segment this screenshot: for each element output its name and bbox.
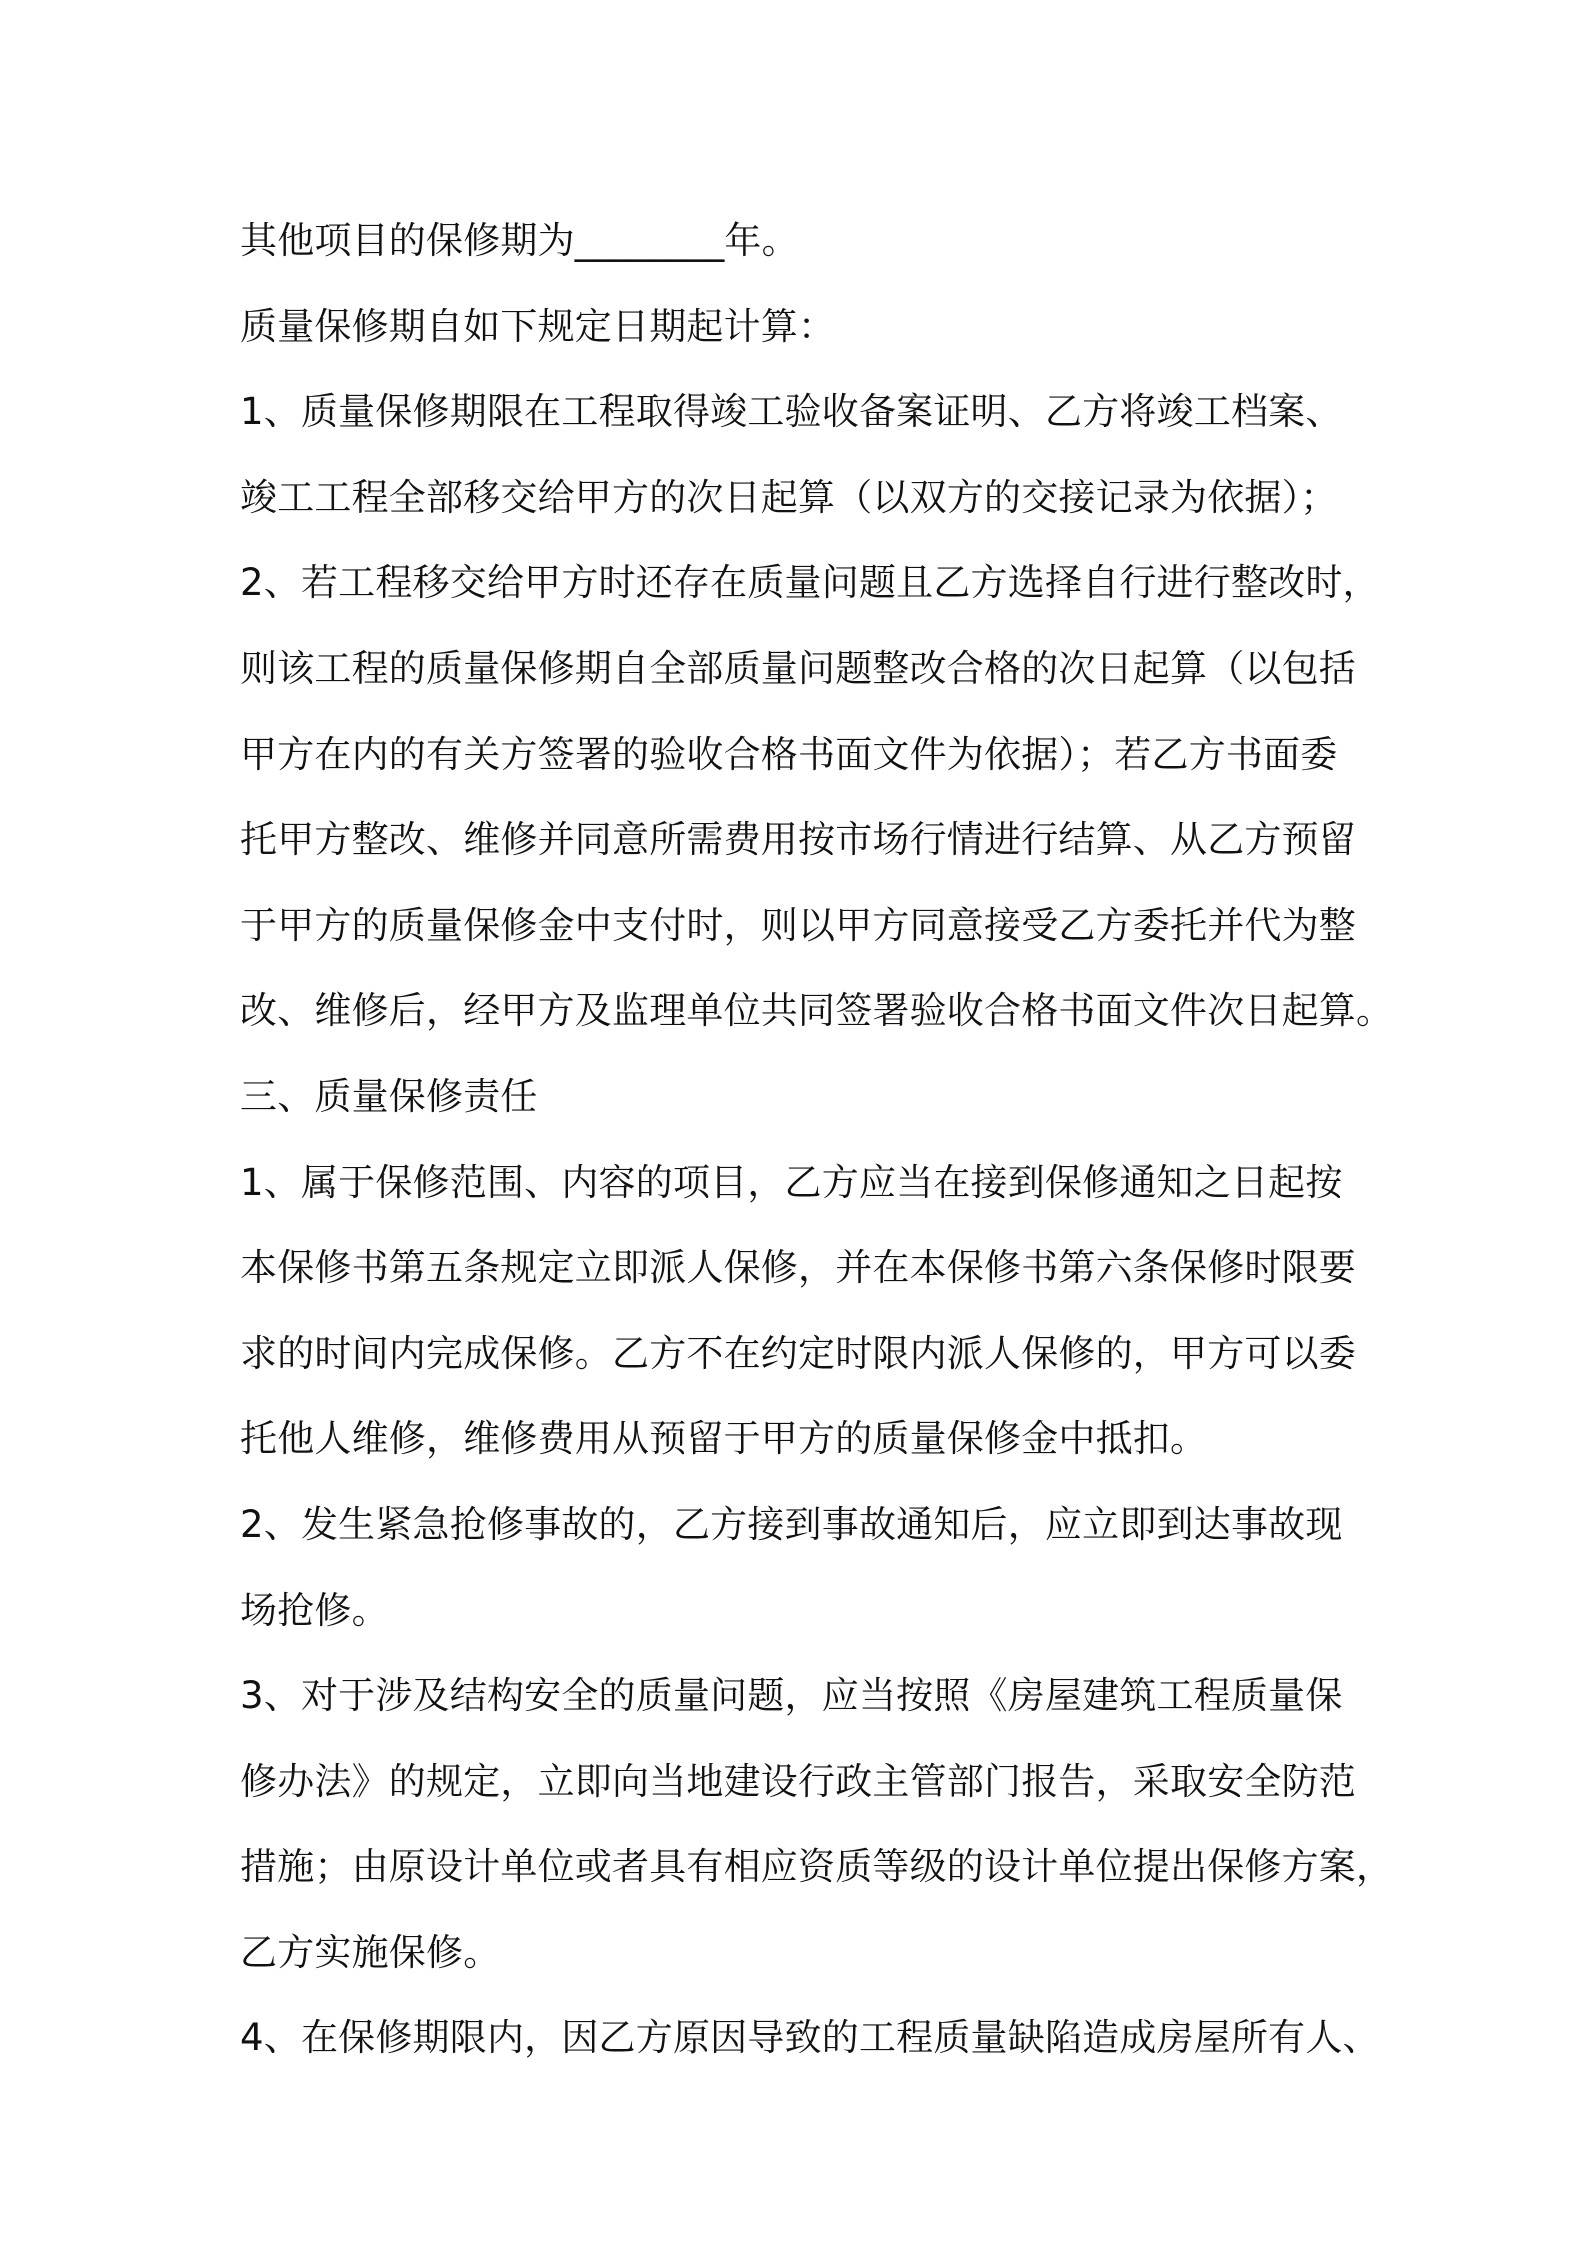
- text-line: 甲方在内的有关方签署的验收合格书面文件为依据）；若乙方书面委: [240, 732, 1338, 776]
- text-line: 1、属于保修范围、内容的项目，乙方应当在接到保修通知之日起按: [240, 1160, 1343, 1204]
- text-line: 本保修书第五条规定立即派人保修，并在本保修书第六条保修时限要: [240, 1246, 1356, 1290]
- text-line: 2、若工程移交给甲方时还存在质量问题且乙方选择自行进行整改时，: [240, 561, 1380, 605]
- text-line: 2、发生紧急抢修事故的，乙方接到事故通知后，应立即到达事故现: [240, 1502, 1343, 1546]
- document-body: [240, 198, 1394, 2081]
- section-heading: 三、质量保修责任: [240, 1074, 538, 1118]
- text-line: 修办法》的规定，立即向当地建设行政主管部门报告，采取安全防范: [240, 1759, 1356, 1803]
- text-line: 改、维修后，经甲方及监理单位共同签署验收合格书面文件次日起算。: [240, 989, 1394, 1033]
- text-line: 3、对于涉及结构安全的质量问题，应当按照《房屋建筑工程质量保: [240, 1674, 1343, 1718]
- text-line: 于甲方的质量保修金中支付时，则以甲方同意接受乙方委托并代为整: [240, 903, 1356, 947]
- text-line: 措施；由原设计单位或者具有相应资质等级的设计单位提出保修方案，: [240, 1845, 1394, 1889]
- text-line: 乙方实施保修。: [240, 1930, 501, 1974]
- text-line: 4、在保修期限内，因乙方原因导致的工程质量缺陷造成房屋所有人、: [240, 2016, 1380, 2060]
- text-line: 场抢修。: [240, 1588, 389, 1632]
- text-line: 托甲方整改、维修并同意所需费用按市场行情进行结算、从乙方预留: [240, 818, 1356, 862]
- text-line: 质量保修期自如下规定日期起计算：: [240, 304, 836, 348]
- text-line: 求的时间内完成保修。乙方不在约定时限内派人保修的，甲方可以委: [240, 1331, 1356, 1375]
- text-line: 托他人维修，维修费用从预留于甲方的质量保修金中抵扣。: [240, 1417, 1208, 1461]
- text-line: 则该工程的质量保修期自全部质量问题整改合格的次日起算（以包括: [240, 646, 1356, 690]
- text-line: 其他项目的保修期为________年。: [240, 219, 799, 262]
- text-line: 竣工工程全部移交给甲方的次日起算（以双方的交接记录为依据）；: [240, 475, 1338, 519]
- text-line: 1、质量保修期限在工程取得竣工验收备案证明、乙方将竣工档案、: [240, 390, 1343, 434]
